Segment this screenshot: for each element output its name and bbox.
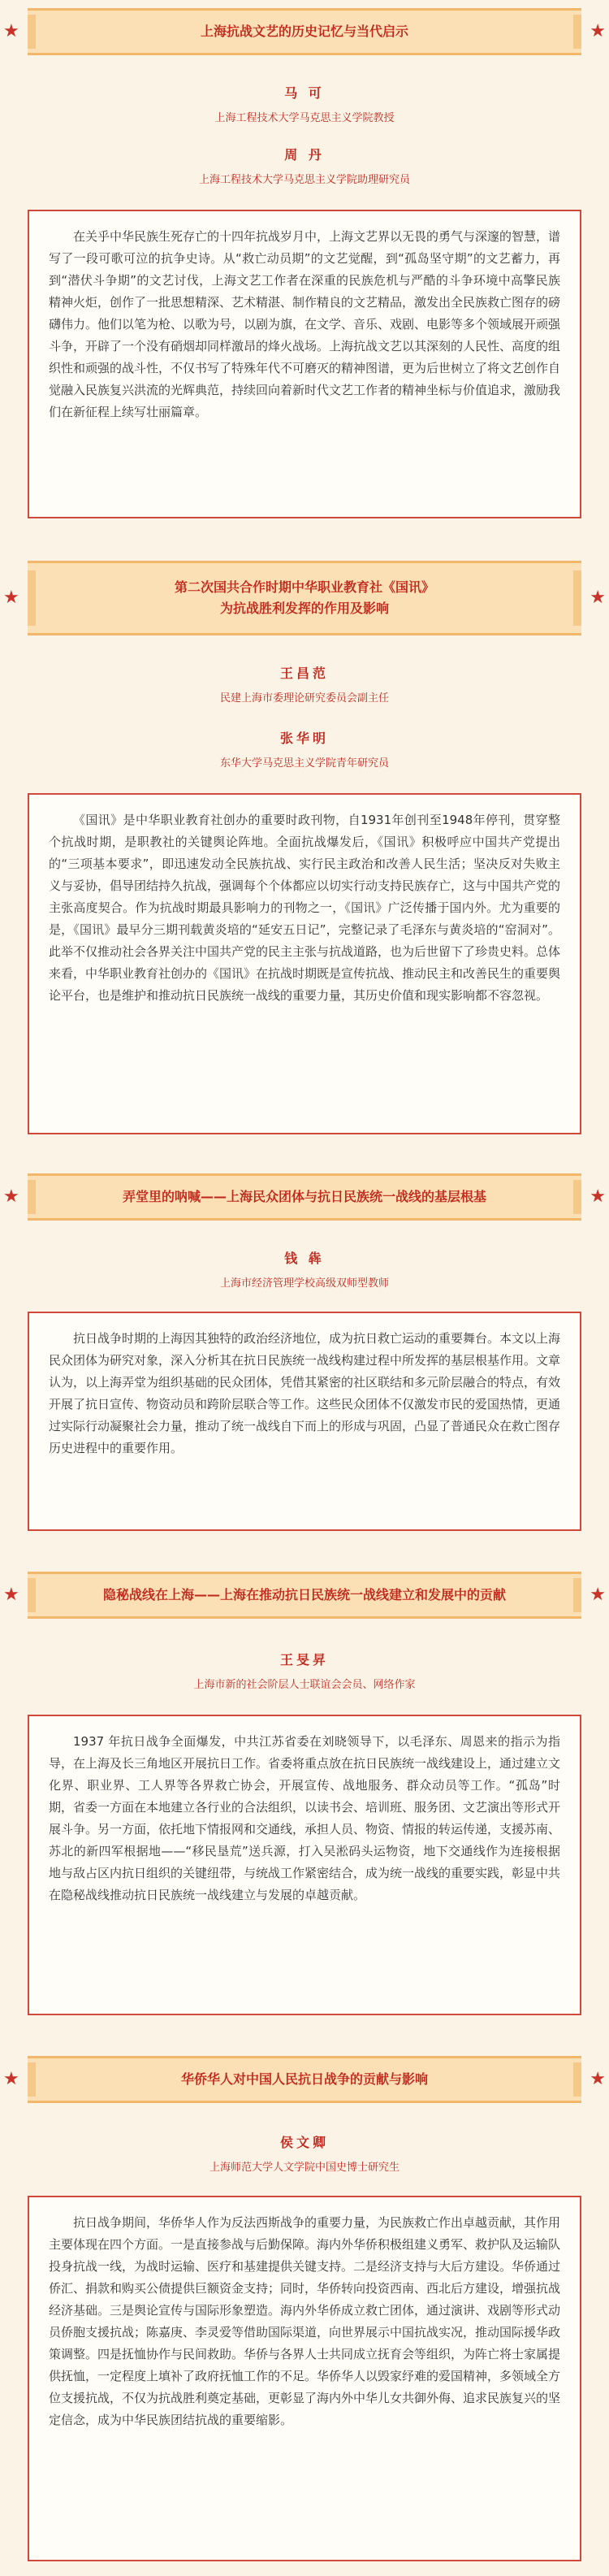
section-2-abstract: 《国讯》是中华职业教育社创办的重要时政刊物，自1931年创刊至1948年停刊，贯穿整个抗战时期，是职教社的关键舆论阵地。全面抗战爆发后，《国讯》积极呼应中国共产党提出的“三项基本要求”，即迅速发动全民族抗战、实行民主政治和改善人民生活；坚决反对失败主义与妥协，倡导团结持久抗战，强调每个个体都应以切实行动支持民族存亡，这与中国共产党的主张高度契合。作为抗战时期最具影响力的刊物之一，《国讯》广泛传播于国内外。尤为重要的是，《国讯》最早分三期刊载黄炎培的“延安五日记”，完整记录了毛泽东与黄炎培的“窑洞对”。此举不仅推动社会各界关注中国共产党的民主主张与抗战道路，也为后世留下了珍贵史料。总体来看，中华职业教育社创办的《国讯》在抗战时期既是宣传抗战、推动民主和改善民生的重要舆论平台，也是维护和推动抗日民族统一战线的重要力量，其历史价值和现实影响都不容忽视。 — [49, 813, 561, 1003]
author-name: 周 丹 — [284, 147, 325, 163]
star-icon: ★ — [590, 21, 606, 41]
author-name: 王旻昇 — [279, 1652, 329, 1667]
star-icon: ★ — [590, 588, 606, 608]
star-icon: ★ — [590, 1186, 606, 1207]
section-3-title-banner — [0, 1173, 609, 1221]
star-icon: ★ — [590, 1585, 606, 1605]
author-affiliation: 民建上海市委理论研究委员会副主任 — [219, 692, 389, 705]
section-3-title: 弄堂里的呐喊——上海民众团体与抗日民族统一战线的基层根基 — [122, 1189, 486, 1204]
section-1-title-banner — [0, 8, 609, 55]
section-5-abstract-box — [28, 2196, 581, 2561]
section-5-abstract: 抗日战争期间，华侨华人作为反法西斯战争的重要力量，为民族救亡作出卓越贡献，其作用主要体现在四个方面。一是直接参战与后勤保障。海内外华侨积极组建义勇军、救护队及运输队投身抗战一线，为战时运输、医疗和基建提供关键支持。二是经济支持与大后方建设。华侨通过侨汇、捐款和购买公债提供巨额资金支持；同时，华侨转向投资西南、西北后方建设，增强抗战经济基础。三是舆论宣传与国际形象塑造。海内外华侨成立救亡团体，通过演讲、戏剧等形式动员侨胞支援抗战；陈嘉庚、李灵爱等借助国际渠道，向世界展示中国抗战实况，推动国际援华政策调整。四是抚恤协作与民间救助。华侨与各界人士共同成立抚育会等组织，为阵亡将士家属提供抚恤，一定程度上填补了政府抚恤工作的不足。华侨华人以毁家纾难的爱国精神，多领域全方位支援抗战，不仅为抗战胜利奠定基础，更彰显了海内外中华儿女共御外侮、追求民族复兴的坚定信念，成为中华民族团结抗战的重要缩影。 — [49, 2215, 561, 2427]
section-3-abstract-box — [28, 1312, 581, 1531]
author-affiliation: 上海市经济管理学校高级双师型教师 — [219, 1277, 389, 1290]
section-3-abstract: 抗日战争时期的上海因其独特的政治经济地位，成为抗日救亡运动的重要舞台。本文以上海民众团体为研究对象，深入分析其在抗日民族统一战线构建过程中所发挥的基层根基作用。文章认为，以上海弄堂为组织基础的民众团体，凭借其紧密的社区联结和多元阶层融合的特点，有效开展了抗日宣传、物资动员和跨阶层联合等工作。这些民众团体不仅激发市民的爱国热情，更通过实际行动凝聚社会力量，推动了统一战线自下而上的形成与巩固，凸显了普通民众在救亡图存历史进程中的重要作用。 — [49, 1331, 561, 1455]
section-2-abstract-box — [28, 793, 581, 1134]
section-5-title-banner — [0, 2056, 609, 2103]
star-icon: ★ — [3, 1585, 19, 1605]
section-4-abstract: 1937 年抗日战争全面爆发，中共江苏省委在刘晓领导下，以毛泽东、周恩来的指示为指导，在上海及长三角地区开展抗日工作。省委将重点放在抗日民族统一战线建设上，通过建立文化界、职业界、工人界等各界救亡协会，开展宣传、战地服务、群众动员等工作。“孤岛”时期，省委一方面在本地建立各行业的合法组织，以读书会、培训班、服务团、文艺演出等形式开展斗争。另一方面，依托地下情报网和交通线，承担人员、物资、情报的转运传递，支援苏南、苏北的新四军根据地——“移民垦荒”送兵源，打入吴淞码头运物资，地下交通线作为连接根据地与敌占区内抗日组织的关键纽带，与统战工作紧密结合，成为统一战线的重要实践，彰显中共在隐秘战线推动抗日民族统一战线建立与发展的卓越贡献。 — [49, 1734, 561, 1902]
author-name: 王昌范 — [279, 666, 329, 681]
section-5-author-1 — [0, 2134, 609, 2176]
section-2-author-1 — [0, 665, 609, 707]
section-3-author-1 — [0, 1250, 609, 1292]
star-icon: ★ — [3, 1186, 19, 1207]
section-1-author-1 — [0, 85, 609, 127]
author-affiliation: 上海师范大学人文学院中国史博士研究生 — [209, 2162, 400, 2174]
section-2-title-line-2: 为抗战胜利发挥的作用及影响 — [219, 601, 389, 616]
author-affiliation: 上海工程技术大学马克思主义学院教授 — [214, 112, 395, 124]
section-1-author-2 — [0, 146, 609, 189]
star-icon: ★ — [3, 588, 19, 608]
section-1-abstract-box — [28, 210, 581, 518]
section-5-title: 华侨华人对中国人民抗日战争的贡献与影响 — [180, 2071, 428, 2087]
section-2-title-line-1: 第二次国共合作时期中华职业教育社《国讯》 — [174, 579, 434, 595]
section-2-title-banner — [0, 561, 609, 635]
section-4-title-banner — [0, 1572, 609, 1619]
author-affiliation: 东华大学马克思主义学院青年研究员 — [219, 757, 389, 770]
section-4-abstract-box — [28, 1715, 581, 2015]
author-name: 钱 犇 — [284, 1251, 325, 1266]
author-name: 侯文卿 — [279, 2135, 329, 2150]
section-4-author-1 — [0, 1651, 609, 1693]
section-1-title: 上海抗战文艺的历史记忆与当代启示 — [200, 24, 408, 39]
star-icon: ★ — [590, 2069, 606, 2089]
star-icon: ★ — [3, 21, 19, 41]
author-affiliation: 上海工程技术大学马克思主义学院助理研究员 — [198, 174, 410, 186]
author-name: 马 可 — [284, 85, 325, 101]
author-affiliation: 上海市新的社会阶层人士联谊会会员、网络作家 — [193, 1679, 416, 1691]
section-2-author-2 — [0, 730, 609, 772]
section-4-title: 隐秘战线在上海——上海在推动抗日民族统一战线建立和发展中的贡献 — [102, 1587, 506, 1602]
author-name: 张华明 — [279, 731, 329, 746]
star-icon: ★ — [3, 2069, 19, 2089]
section-1-abstract: 在关乎中华民族生死存亡的十四年抗战岁月中，上海文艺界以无畏的勇气与深邃的智慧，谱写了一段可歌可泣的抗争史诗。从“救亡动员期”的文艺觉醒，到“孤岛坚守期”的文艺蓄力，再到“潜伏斗争期”的文艺讨伐，上海文艺工作者在深重的民族危机与严酷的斗争环境中高擎民族精神火炬，创作了一批思想精深、艺术精湛、制作精良的文艺精品，激发出全民族救亡图存的磅礴伟力。他们以笔为枪、以歌为号，以剧为旗，在文学、音乐、戏剧、电影等多个领域展开顽强斗争，开辟了一个没有硝烟却同样激昂的烽火战场。上海抗战文艺以其深刻的人民性、高度的组织性和顽强的战斗性，不仅书写了特殊年代不可磨灭的精神图谱，更为后世树立了将文艺创作自觉融入民族复兴洪流的光辉典范，持续回向着新时代文艺工作者的精神坐标与价值追求，激励我们在新征程上续写壮丽篇章。 — [49, 229, 561, 419]
